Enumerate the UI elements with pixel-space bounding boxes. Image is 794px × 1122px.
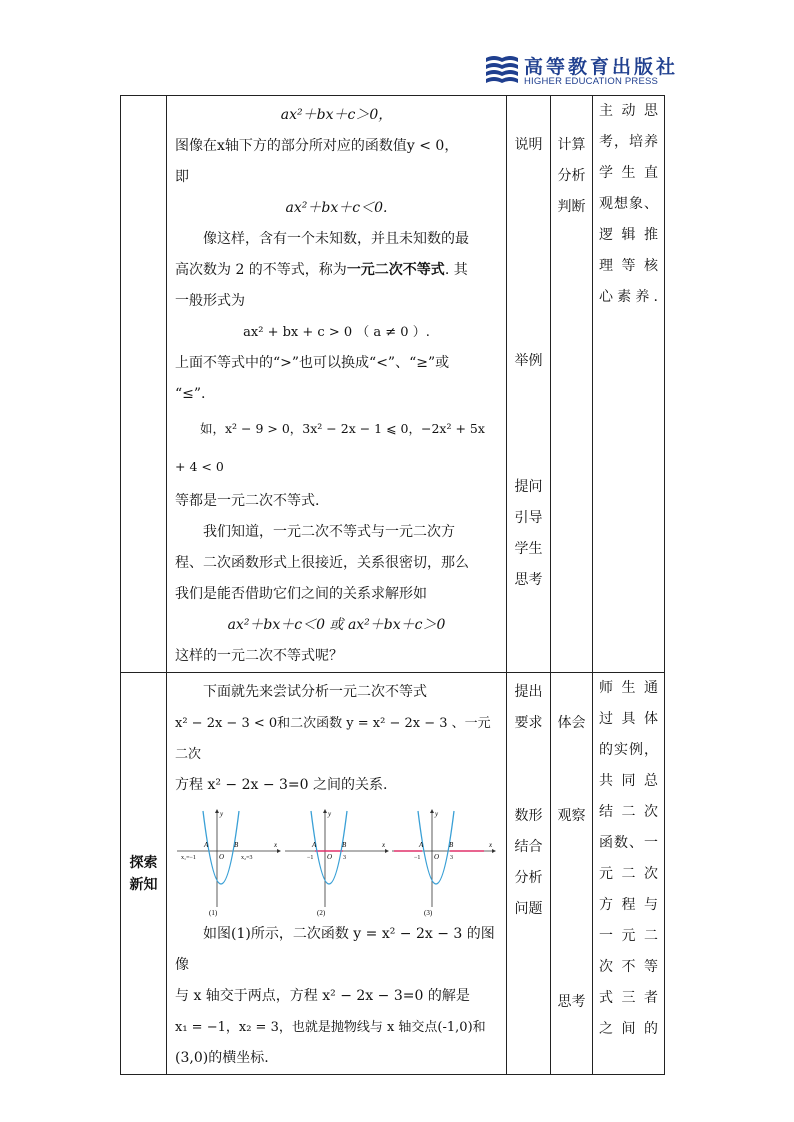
teacher-activity-cell <box>507 673 551 1075</box>
intent-line: 逻 辑 推 <box>599 227 658 243</box>
figure-caption: (2) <box>316 909 325 917</box>
content-line: 上面不等式中的“>”也可以换成“<”、“≥”或 <box>175 355 450 371</box>
student-activity: 分析 <box>557 168 586 184</box>
content-line: 程、二次函数形式上很接近，关系很密切，那么 <box>175 555 469 571</box>
intent-line: 共 同 总 <box>599 773 658 789</box>
intent-line: 学 生 直 <box>599 165 658 181</box>
content-line: 我们知道，一元二次不等式与一元二次方 <box>203 524 455 540</box>
teacher-activity: 说明 <box>514 137 543 153</box>
origin-label: O <box>434 853 440 861</box>
tick-label: 3 <box>342 855 346 861</box>
intent-line: 元 二 次 <box>599 866 658 882</box>
stage-cell-empty <box>121 96 167 673</box>
point-label-a: A <box>419 841 424 849</box>
intent-line: 式 三 者 <box>599 990 658 1006</box>
teacher-activity: 数形 <box>514 808 543 824</box>
intent-line: 结 二 次 <box>599 804 658 820</box>
stage-cell <box>121 673 167 1075</box>
intent-line: 理 等 核 <box>599 258 658 274</box>
text-span: 高次数为 2 的不等式，称为 <box>175 262 347 278</box>
student-activity-cell <box>551 96 593 673</box>
teacher-activity: 提问 <box>514 479 543 495</box>
content-line: 我们是能否借助它们之间的关系求解形如 <box>175 586 427 602</box>
teacher-activity: 思考 <box>514 572 543 588</box>
content-line: (3,0)的横坐标. <box>175 1050 269 1066</box>
teacher-activity: 提出 <box>514 684 543 700</box>
tick-label: 3 <box>450 855 453 861</box>
teacher-activity: 引导 <box>514 510 543 526</box>
student-activity: 判断 <box>557 199 586 215</box>
content-line: ax²＋bx＋c＜0. <box>285 200 388 216</box>
content-line: 即 <box>175 169 189 185</box>
point-label-b: B <box>234 841 239 849</box>
student-activity: 体会 <box>557 715 586 731</box>
point-label-a: A <box>311 841 316 849</box>
student-activity-cell <box>551 673 593 1075</box>
intent-line: 的实例， <box>599 742 658 758</box>
intent-line: 心素养. <box>599 289 658 305</box>
axis-label-y: y <box>220 810 224 818</box>
teacher-activity: 要求 <box>514 715 543 731</box>
content-line: 如图(1)所示，二次函数 y = x² − 2x − 3 的图像 <box>175 926 495 973</box>
publisher-name-cn: 高等教育出版社 <box>524 56 679 78</box>
content-line: ax² + bx + c > 0 （ a ≠ 0 ）. <box>243 325 430 340</box>
intent-line: 观想象、 <box>599 196 658 212</box>
axis-label-y: y <box>435 810 439 818</box>
intent-line: 主 动 思 <box>599 103 658 119</box>
teacher-activity: 结合 <box>514 839 543 855</box>
teacher-activity: 学生 <box>514 541 543 557</box>
axis-label-x: x <box>274 841 278 849</box>
content-cell <box>167 96 507 673</box>
figure-caption: (1) <box>209 909 218 917</box>
content-line: 下面就先来尝试分析一元二次不等式 <box>203 684 427 700</box>
content-cell <box>167 673 507 1075</box>
table-row <box>121 673 665 1075</box>
design-intent-cell <box>593 96 665 673</box>
root-label-x2: x₂=3 <box>241 855 253 861</box>
intent-line: 师 生 通 <box>599 680 658 696</box>
intent-line: 之 间 的 <box>599 1021 658 1037</box>
tick-label: −1 <box>306 855 313 861</box>
table-row <box>121 96 665 673</box>
axis-label-y: y <box>327 810 331 818</box>
content-line: 一般形式为 <box>175 293 245 309</box>
content-line: “≤”. <box>175 386 206 402</box>
origin-label: O <box>326 853 332 861</box>
intent-line: 方 程 与 <box>599 897 658 913</box>
teacher-activity: 分析 <box>514 870 543 886</box>
content-line <box>175 255 498 286</box>
parabola-figure-3 <box>392 807 496 919</box>
point-label-b: B <box>341 841 346 849</box>
student-activity: 观察 <box>557 808 586 824</box>
content-line: x² − 2x − 3 < 0和二次函数 y = x² − 2x − 3 、一元二次 <box>175 716 491 762</box>
intent-line: 函数、一 <box>599 835 658 851</box>
intent-line: 次 不 等 <box>599 959 658 975</box>
content-line: 与 x 轴交于两点，方程 x² − 2x − 3=0 的解是 <box>175 988 470 1004</box>
point-label-b: B <box>449 841 454 849</box>
teacher-activity-cell <box>507 96 551 673</box>
axis-label-x: x <box>489 841 493 849</box>
content-line: 等都是一元二次不等式. <box>175 493 320 509</box>
content-line: 方程 x² − 2x − 3=0 之间的关系. <box>175 777 388 793</box>
content-line: ax²＋bx＋c＜0 或 ax²＋bx＋c＞0 <box>227 617 446 633</box>
parabola-figure-1 <box>177 807 281 919</box>
publisher-logo <box>484 50 680 90</box>
content-line: 这样的一元二次不等式呢？ <box>175 648 343 664</box>
figure-caption: (3) <box>424 909 433 917</box>
intent-line: 考，培养 <box>599 134 658 150</box>
content-line: ax²＋bx＋c＞0， <box>280 107 393 123</box>
lesson-plan-table <box>120 95 665 1075</box>
design-intent-cell <box>593 673 665 1075</box>
content-line: x₁ = −1，x₂ = 3，也就是抛物线与 x 轴交点(-1,0)和 <box>175 1020 486 1035</box>
content-line: 图像在x轴下方的部分所对应的函数值y < 0， <box>175 138 459 154</box>
teacher-activity: 问题 <box>514 901 543 917</box>
term-highlight: 一元二次不等式 <box>346 262 445 278</box>
student-activity: 思考 <box>557 994 586 1010</box>
intent-line: 过 具 体 <box>599 711 658 727</box>
parabola-figure-2 <box>285 807 389 919</box>
stage-label: 探索 <box>129 854 158 871</box>
origin-label: O <box>219 853 225 861</box>
root-label-x1: x₁=−1 <box>181 855 196 861</box>
content-line: 像这样，含有一个未知数，并且未知数的最 <box>203 231 469 247</box>
point-label-a: A <box>204 841 209 849</box>
axis-label-x: x <box>381 841 385 849</box>
stage-label: 新知 <box>129 876 158 893</box>
student-activity: 计算 <box>557 137 586 153</box>
tick-label: −1 <box>414 855 421 861</box>
parabola-figures <box>175 801 498 919</box>
text-span: . 其 <box>444 262 468 278</box>
intent-line: 一 元 二 <box>599 928 658 944</box>
teacher-activity: 举例 <box>514 353 543 369</box>
publisher-name-en: HIGHER EDUCATION PRESS <box>524 76 659 87</box>
content-line: 如，x² − 9 > 0，3x² − 2x − 1 ⩽ 0，−2x² + 5x + 4 < 0 <box>175 421 485 474</box>
book-logo-icon <box>484 54 520 84</box>
